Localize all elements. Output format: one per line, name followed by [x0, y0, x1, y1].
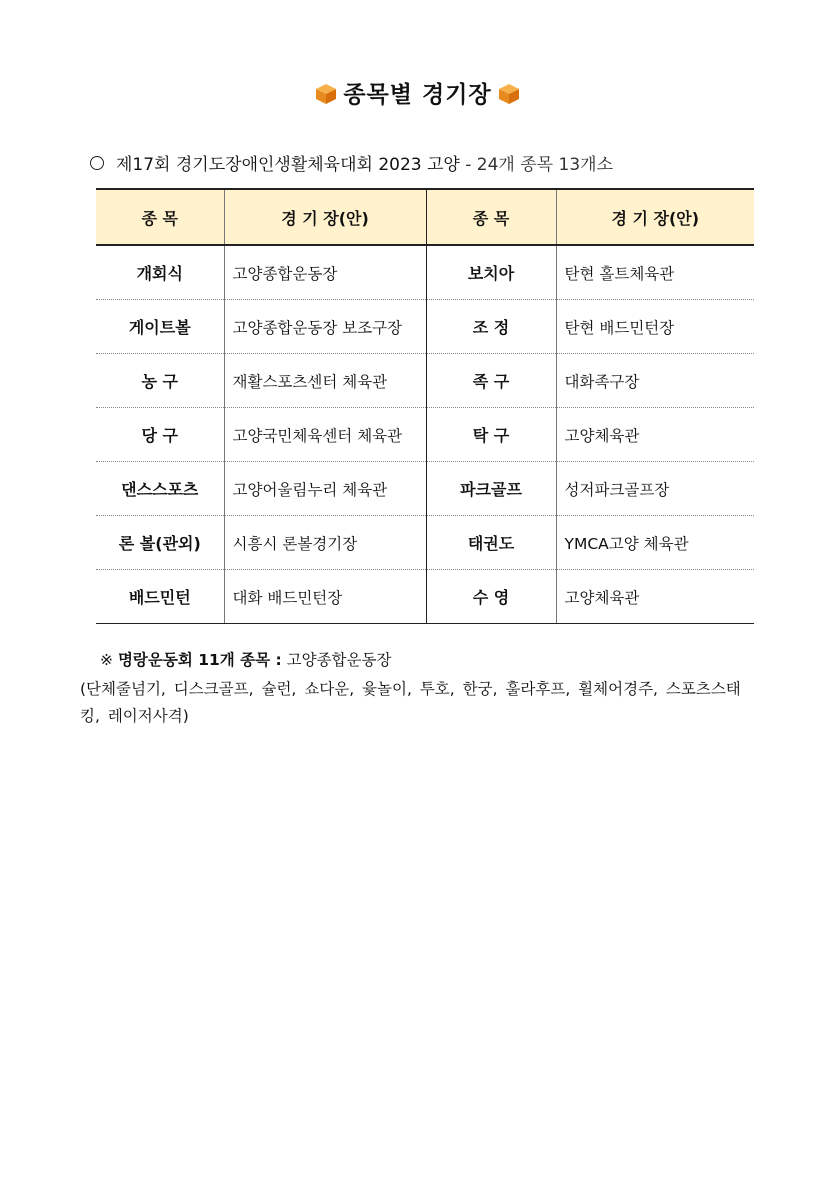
note-label: 명랑운동회 11개 종목 :	[117, 651, 282, 669]
sport-cell: 게이트볼	[96, 300, 224, 354]
table-row	[96, 408, 754, 462]
table-row	[96, 462, 754, 516]
sport-cell: 당 구	[96, 408, 224, 462]
venue-cell: 시흥시 론볼경기장	[224, 516, 426, 570]
sport-cell: 개회식	[96, 245, 224, 300]
table-row	[96, 300, 754, 354]
note-heading	[100, 648, 391, 670]
sport-cell: 수 영	[426, 570, 556, 624]
note-mark: ※	[100, 651, 113, 669]
table-header-row	[96, 189, 754, 245]
circle-bullet-icon	[90, 156, 104, 170]
table-row	[96, 570, 754, 624]
venue-cell: 고양종합운동장 보조구장	[224, 300, 426, 354]
page-title	[0, 76, 835, 109]
header-sport-right: 종 목	[426, 189, 556, 245]
venue-cell: 고양어울림누리 체육관	[224, 462, 426, 516]
title-text: 종목별 경기장	[343, 82, 492, 108]
venue-cell: 탄현 홀트체육관	[556, 245, 754, 300]
header-venue-right: 경 기 장(안)	[556, 189, 754, 245]
sport-cell: 보치아	[426, 245, 556, 300]
venue-cell: 고양체육관	[556, 570, 754, 624]
note-detail: (단체줄넘기, 디스크골프, 슐런, 쇼다운, 윷놀이, 투호, 한궁, 훌라후프, 휠체어경주, 스포츠스태킹, 레이저사격)	[80, 680, 741, 725]
table-row	[96, 245, 754, 300]
orange-cube-icon	[315, 83, 337, 105]
note-venue: 고양종합운동장	[286, 651, 392, 669]
sport-cell: 댄스스포츠	[96, 462, 224, 516]
venue-cell: 고양체육관	[556, 408, 754, 462]
venue-table	[96, 188, 754, 624]
sport-cell: 농 구	[96, 354, 224, 408]
venue-cell: 탄현 배드민턴장	[556, 300, 754, 354]
sport-cell: 론 볼(관외)	[96, 516, 224, 570]
event-name: 제17회 경기도장애인생활체육대회 2023 고양	[116, 155, 460, 175]
header-venue-left: 경 기 장(안)	[224, 189, 426, 245]
sport-cell: 태권도	[426, 516, 556, 570]
venue-cell: 재활스포츠센터 체육관	[224, 354, 426, 408]
sport-cell: 족 구	[426, 354, 556, 408]
event-summary: - 24개 종목 13개소	[465, 155, 613, 175]
venue-cell: 고양종합운동장	[224, 245, 426, 300]
sport-cell: 탁 구	[426, 408, 556, 462]
venue-cell: 고양국민체육센터 체육관	[224, 408, 426, 462]
venue-cell: YMCA고양 체육관	[556, 516, 754, 570]
event-subtitle	[90, 150, 613, 175]
sport-cell: 조 정	[426, 300, 556, 354]
table-row	[96, 354, 754, 408]
venue-cell: 대화족구장	[556, 354, 754, 408]
venue-cell: 대화 배드민턴장	[224, 570, 426, 624]
table-row	[96, 516, 754, 570]
header-sport-left: 종 목	[96, 189, 224, 245]
sport-cell: 파크골프	[426, 462, 556, 516]
orange-cube-icon	[498, 83, 520, 105]
venue-cell: 성저파크골프장	[556, 462, 754, 516]
sport-cell: 배드민턴	[96, 570, 224, 624]
